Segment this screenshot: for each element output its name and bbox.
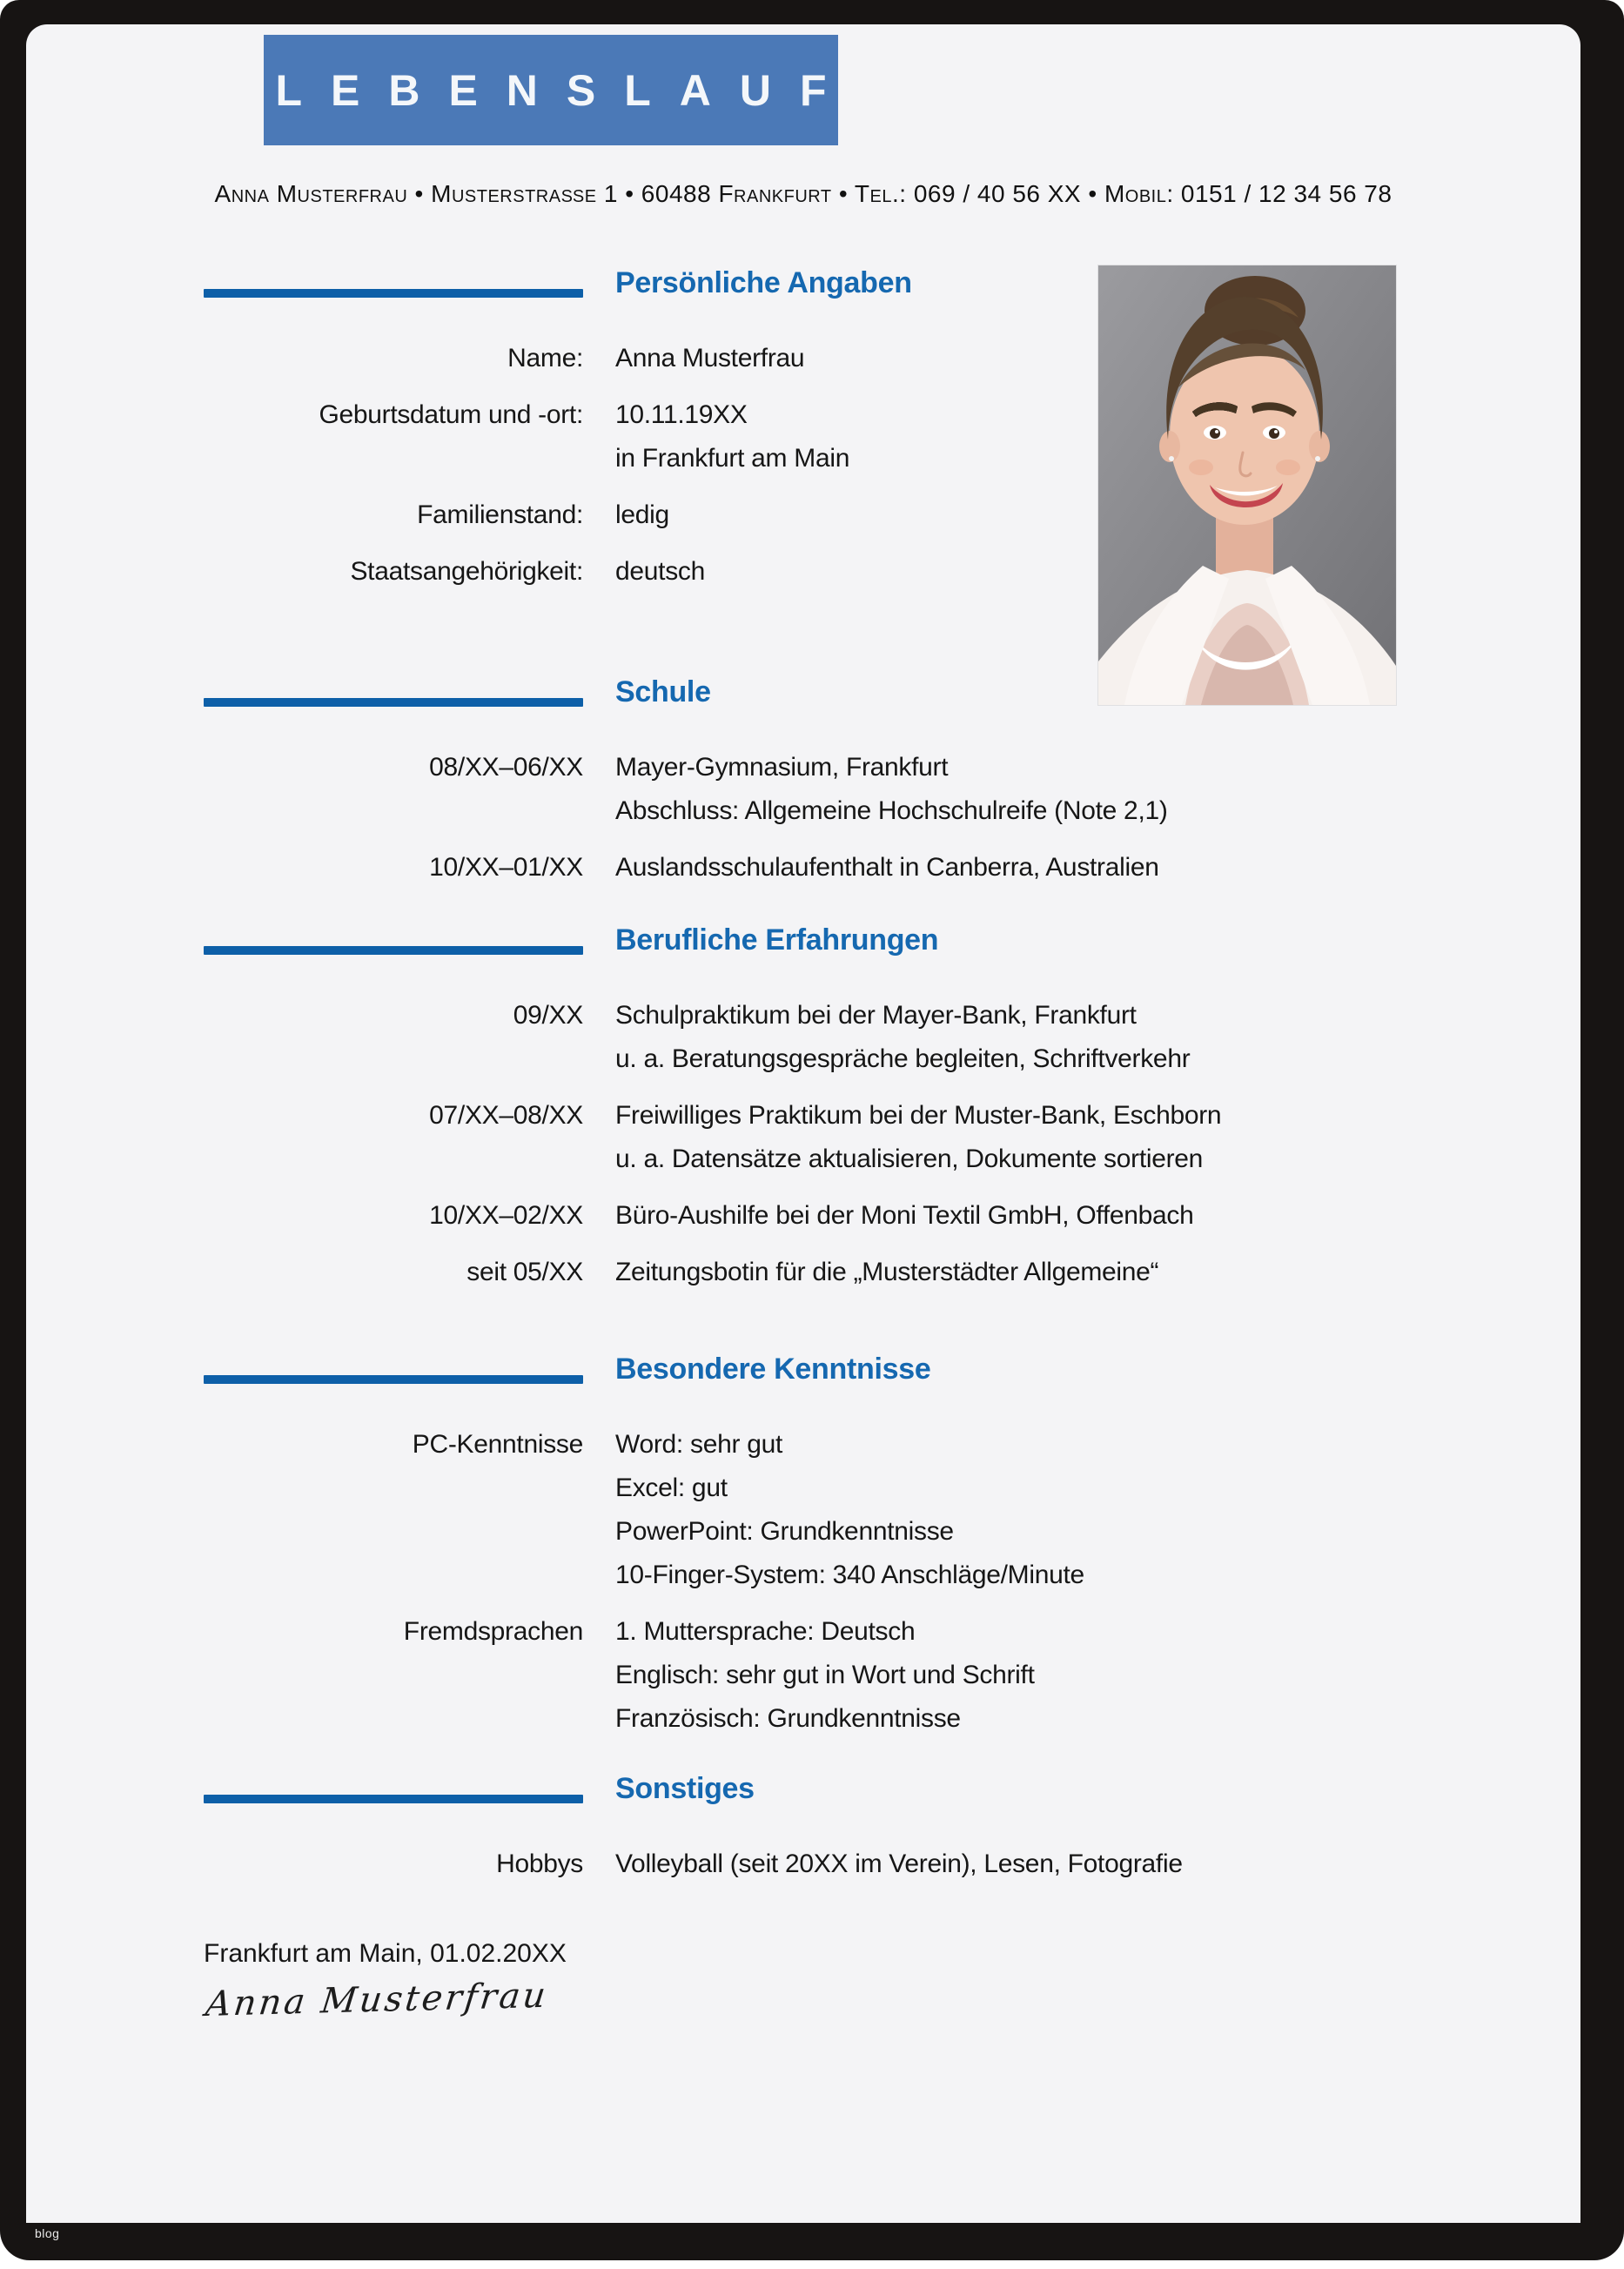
value-line: Zeitungsbotin für die „Musterstädter Allgemeine“: [615, 1258, 1159, 1286]
page-title: LEBENSLAUF: [275, 65, 856, 115]
value-line: in Frankfurt am Main: [615, 444, 850, 473]
cv-row: [204, 846, 1528, 889]
row-value: [615, 746, 1528, 833]
row-label: Familienstand:: [417, 500, 583, 529]
row-value: [615, 1423, 1528, 1597]
row-value: [615, 1610, 1528, 1741]
place-and-date: Frankfurt am Main, 01.02.20XX: [204, 1939, 567, 1968]
section-besondere-kenntnisse: [204, 1350, 1528, 1741]
row-label: Name:: [507, 344, 583, 373]
value-line: u. a. Beratungsgespräche begleiten, Schriftverkehr: [615, 1044, 1191, 1073]
value-line: Englisch: sehr gut in Wort und Schrift: [615, 1661, 1035, 1689]
cv-row: [204, 994, 1528, 1081]
value-line: Abschluss: Allgemeine Hochschulreife (Note 2,1): [615, 796, 1168, 825]
section-rule: [204, 698, 583, 707]
value-line: ledig: [615, 500, 669, 529]
row-label: 08/XX–06/XX: [429, 753, 583, 782]
value-line: 10.11.19XX: [615, 400, 748, 429]
section-title: Besondere Kenntnisse: [615, 1353, 931, 1386]
row-label: 09/XX: [513, 1001, 583, 1030]
row-value: [615, 1194, 1528, 1238]
section-heading-row: [204, 1769, 1528, 1808]
cv-row: [204, 1251, 1528, 1294]
cv-row: [204, 1843, 1528, 1886]
cv-row: [204, 1094, 1528, 1181]
section-title: Schule: [615, 675, 711, 708]
section-rule: [204, 946, 583, 955]
row-label: seit 05/XX: [466, 1258, 583, 1286]
value-line: Auslandsschulaufenthalt in Canberra, Australien: [615, 853, 1159, 882]
value-line: 1. Muttersprache: Deutsch: [615, 1617, 916, 1646]
value-line: Schulpraktikum bei der Mayer-Bank, Frankfurt: [615, 1001, 1137, 1030]
value-line: deutsch: [615, 557, 705, 586]
row-label: PC-Kenntnisse: [412, 1430, 583, 1459]
row-value: [615, 994, 1528, 1081]
cv-row: [204, 1423, 1528, 1597]
value-line: Anna Musterfrau: [615, 344, 805, 373]
value-line: 10-Finger-System: 340 Anschläge/Minute: [615, 1561, 1084, 1589]
section-schule: [204, 673, 1528, 889]
section-heading-row: [204, 1350, 1528, 1388]
row-value: [615, 1251, 1528, 1294]
cv-page: [26, 24, 1580, 2223]
value-line: Mayer-Gymnasium, Frankfurt: [615, 753, 949, 782]
value-line: Volleyball (seit 20XX im Verein), Lesen, Fotografie: [615, 1849, 1183, 1878]
signature: Anna Musterfrau: [204, 1975, 551, 2024]
section-title: Berufliche Erfahrungen: [615, 923, 939, 957]
value-line: Freiwilliges Praktikum bei der Muster-Bank, Eschborn: [615, 1101, 1222, 1130]
value-line: u. a. Datensätze aktualisieren, Dokumente sortieren: [615, 1145, 1204, 1173]
row-value: [615, 1094, 1528, 1181]
section-rule: [204, 1795, 583, 1803]
contact-line: Anna Musterfrau • Musterstraße 1 • 60488 Frankfurt • Tel.: 069 / 40 56 XX • Mobil: 0151 / 12 34 56 78: [214, 180, 1392, 207]
section-heading-row: [204, 921, 1528, 959]
row-label: 10/XX–02/XX: [429, 1201, 583, 1230]
section-title: Persönliche Angaben: [615, 266, 912, 299]
portrait-photo: [1098, 265, 1396, 705]
row-label: 10/XX–01/XX: [429, 853, 583, 882]
footer-brand: blog: [35, 2226, 60, 2240]
value-line: PowerPoint: Grundkenntnisse: [615, 1517, 954, 1546]
row-label: Fremdsprachen: [403, 1617, 583, 1646]
cv-row: [204, 1194, 1528, 1238]
row-value: [615, 1843, 1528, 1886]
section-title: Sonstiges: [615, 1772, 755, 1805]
title-banner: [264, 35, 856, 145]
row-label: Staatsangehörigkeit:: [350, 557, 583, 586]
section-berufliche-erfahrungen: [204, 921, 1528, 1294]
row-label: Geburtsdatum und -ort:: [319, 400, 583, 429]
cv-row: [204, 1610, 1528, 1741]
row-label: Hobbys: [496, 1849, 583, 1878]
section-sonstiges: [204, 1769, 1528, 1886]
section-rule: [204, 1375, 583, 1384]
value-line: Word: sehr gut: [615, 1430, 783, 1459]
value-line: Französisch: Grundkenntnisse: [615, 1704, 961, 1733]
closing-block: [204, 1932, 1580, 2024]
section-rule: [204, 289, 583, 298]
row-label: 07/XX–08/XX: [429, 1101, 583, 1130]
value-line: Excel: gut: [615, 1474, 728, 1502]
cv-row: [204, 746, 1528, 833]
bottom-strip: [26, 2260, 1624, 2269]
value-line: Büro-Aushilfe bei der Moni Textil GmbH, Offenbach: [615, 1201, 1194, 1230]
row-value: [615, 846, 1528, 889]
